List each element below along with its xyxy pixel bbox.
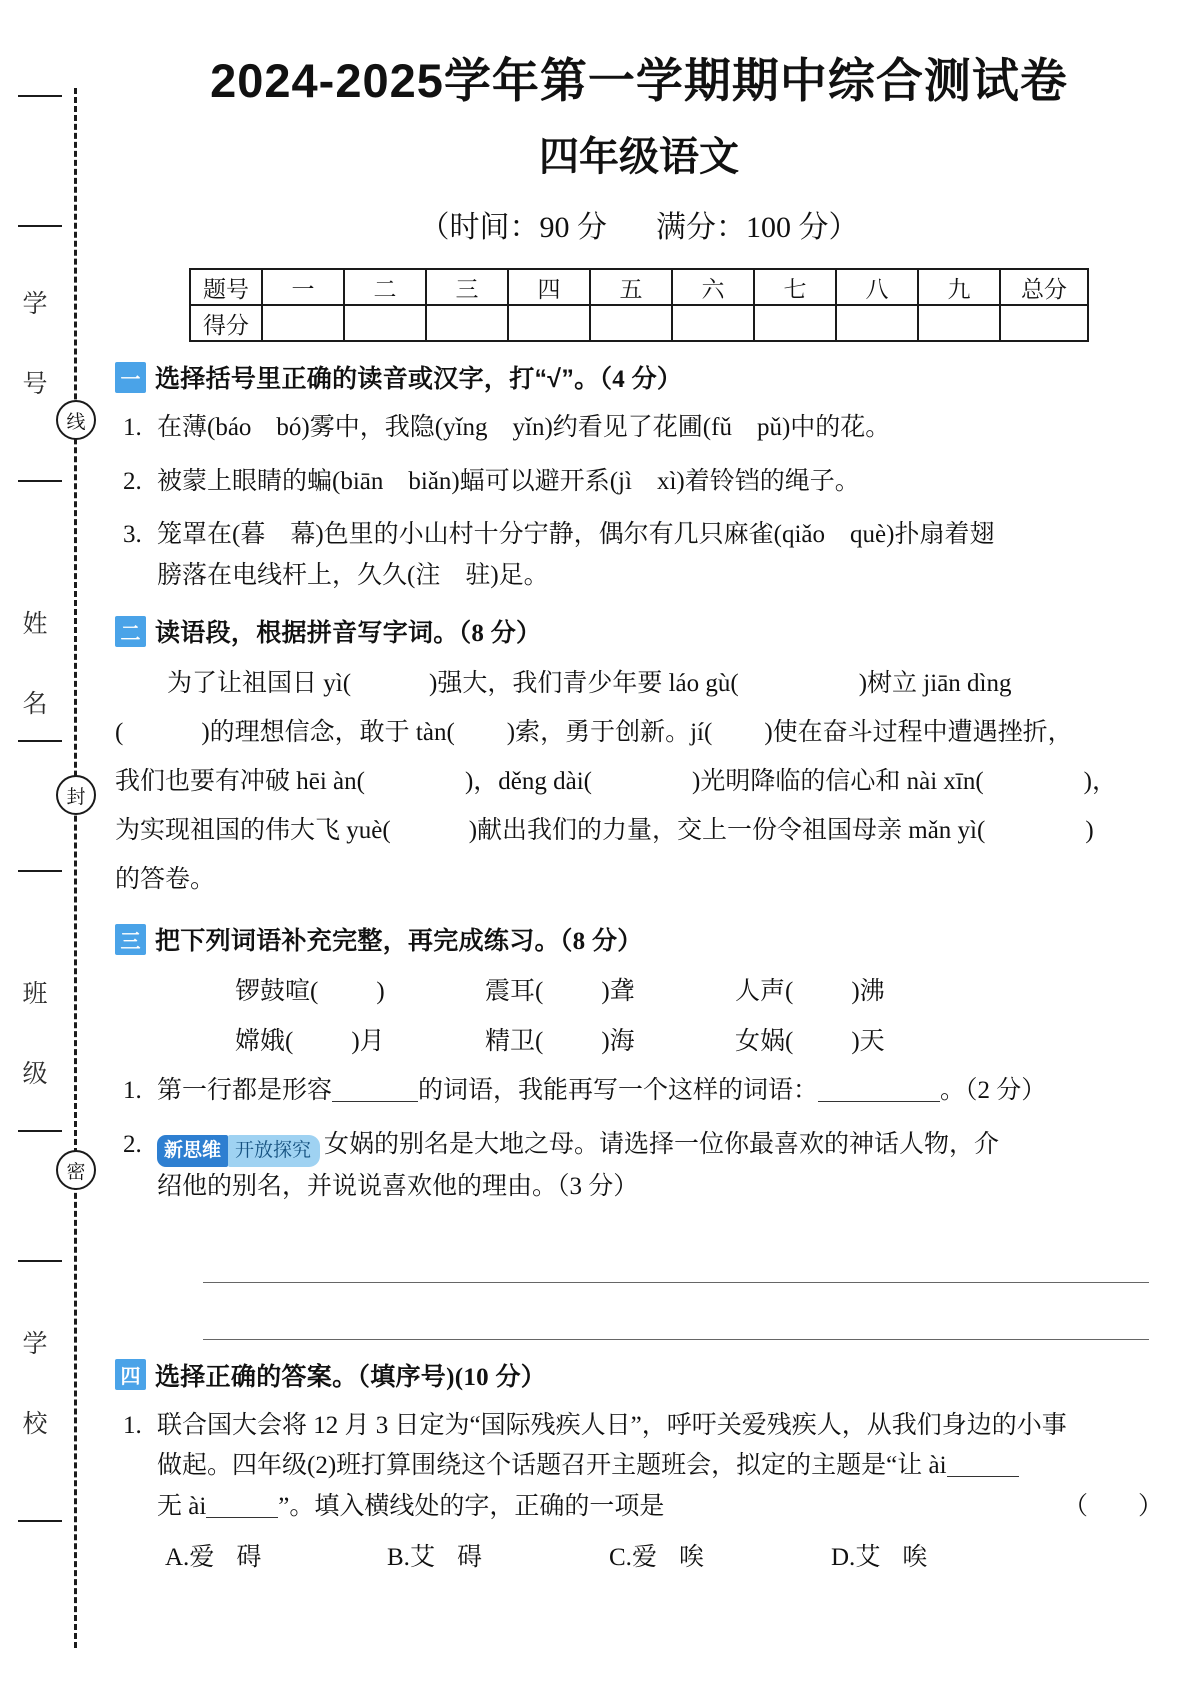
text-run: )，	[1083, 768, 1117, 795]
score-cell[interactable]	[754, 305, 836, 341]
score-col-9: 九	[918, 269, 1000, 305]
section-3-title-text: 把下列词语补充完整，再完成练习。	[155, 927, 560, 955]
q-number: 3.	[123, 521, 142, 548]
exam-total-score: 满分：100 分）	[656, 211, 859, 244]
answer-write-line[interactable]	[203, 1226, 1149, 1283]
option-char-2: 唉	[902, 1544, 928, 1572]
margin-label-class: 班 级	[19, 980, 46, 1099]
margin-tick	[18, 480, 62, 482]
q-text-part: 无 ài	[157, 1492, 207, 1520]
idiom-suffix: )聋	[601, 978, 635, 1005]
score-col-3: 三	[426, 269, 508, 305]
score-cell[interactable]	[590, 305, 672, 341]
score-col-1: 一	[262, 269, 344, 305]
option-char-1: 爱	[631, 1544, 657, 1572]
score-col-8: 八	[836, 269, 918, 305]
score-cell[interactable]	[672, 305, 754, 341]
subject-title: 四年级语文	[539, 135, 739, 179]
margin-tick	[18, 1130, 62, 1132]
option-a[interactable]	[165, 1537, 387, 1573]
text-run: )使在奋斗过程中遭遇挫折，	[764, 719, 1073, 746]
tag-open-inquiry-label: 开放探究	[228, 1135, 320, 1168]
q-text-part: 做起。四年级(2)班打算围绕这个话题召开主题班会，拟定的主题是“让 ài	[157, 1452, 947, 1480]
option-c[interactable]	[609, 1537, 831, 1573]
margin-tick	[18, 870, 62, 872]
q-text-line-2: 绍他的别名，并说说喜欢他的理由。（3 分）	[157, 1173, 639, 1201]
binding-dashed-line	[74, 88, 77, 1648]
q-number: 2.	[123, 467, 142, 495]
free-response-area	[115, 1226, 1163, 1340]
section-2-badge: 二	[115, 616, 146, 647]
exam-time: （时间：90 分	[419, 211, 607, 244]
section-1-heading	[115, 359, 1163, 395]
score-table	[189, 268, 1089, 342]
idiom-fill-grid	[115, 971, 1163, 1057]
q-text-line-3	[157, 1487, 1163, 1528]
idiom-prefix: 嫦娥(	[235, 1028, 294, 1055]
section-2-title-text: 读语段，根据拼音写字词。	[155, 619, 459, 647]
section-1-points: （4 分）	[599, 366, 683, 393]
text-run: 的答卷。	[115, 866, 216, 893]
text-run: )	[1085, 817, 1094, 844]
section-1-title	[155, 359, 682, 395]
paragraph-line-4	[115, 806, 1163, 855]
score-table-value-row	[190, 305, 1088, 341]
option-b[interactable]	[387, 1537, 609, 1573]
text-run: )索，勇于创新。jí(	[506, 719, 713, 746]
text-run: (	[115, 719, 124, 746]
margin-tick	[18, 1260, 62, 1262]
text-run: )树立 jiān dìng	[858, 670, 1012, 697]
section-3-title	[155, 921, 643, 957]
option-char-1: 艾	[855, 1544, 881, 1572]
option-char-2: 碍	[456, 1544, 482, 1572]
q-text-part-3: 。（2 分）	[940, 1077, 1047, 1104]
paragraph-line-2	[115, 708, 1163, 757]
section-2-points: （8 分）	[458, 620, 542, 647]
q-text-main: 女娲的别名是大地之母。请选择一位你最喜欢的神话人物，介	[324, 1130, 1000, 1158]
q-text-line-2	[157, 1446, 1163, 1487]
section-4-question-1	[115, 1406, 1163, 1528]
idiom-cell[interactable]	[235, 971, 485, 1007]
idiom-prefix: 精卫(	[485, 1028, 544, 1055]
idiom-prefix: 人声(	[735, 978, 794, 1005]
section-1-question-1	[115, 408, 1163, 449]
q-text-line-2: 膀落在电线杆上，久久(注 驻)足。	[157, 561, 549, 589]
score-cell[interactable]	[262, 305, 344, 341]
section-1-question-3	[115, 515, 1163, 596]
section-3	[115, 921, 1163, 1340]
section-1-badge: 一	[115, 362, 146, 393]
section-2-title	[155, 613, 541, 649]
binding-margin	[0, 0, 105, 1684]
text-run: )献出我们的力量，交上一份令祖国母亲 mǎn yì(	[468, 817, 986, 844]
score-col-total: 总分	[1000, 269, 1088, 305]
idiom-cell[interactable]	[485, 971, 735, 1007]
section-3-question-2	[115, 1125, 1163, 1208]
score-cell[interactable]	[508, 305, 590, 341]
idiom-suffix: )天	[851, 1028, 885, 1055]
section-4-options	[115, 1537, 1163, 1573]
option-char-2: 唉	[678, 1544, 704, 1572]
text-run: )，děng dài(	[464, 768, 593, 795]
section-4-title	[155, 1357, 546, 1393]
margin-label-name: 姓 名	[19, 610, 46, 729]
idiom-cell[interactable]	[735, 1021, 985, 1057]
section-1-question-2	[115, 462, 1163, 503]
margin-label-school: 学 校	[19, 1330, 46, 1449]
q-text-line-1: 笼罩在(暮 幕)色里的小山村十分宁静，偶尔有几只麻雀(qiǎo què)扑扇着翅	[157, 521, 995, 548]
idiom-prefix: 女娲(	[735, 1028, 794, 1055]
score-col-2: 二	[344, 269, 426, 305]
q-text-part-2: 的词语，我能再写一个这样的词语：	[418, 1077, 819, 1104]
idiom-cell[interactable]	[485, 1021, 735, 1057]
q-number: 1.	[123, 1077, 142, 1104]
idiom-cell[interactable]	[735, 971, 985, 1007]
score-table-header-row	[190, 269, 1088, 305]
answer-blank[interactable]	[206, 1493, 278, 1518]
idiom-suffix: )海	[601, 1028, 635, 1055]
q-text-part: ”。填入横线处的字，正确的一项是	[278, 1492, 665, 1520]
paragraph-line-5	[115, 855, 1163, 904]
q-number: 1.	[123, 1411, 142, 1439]
idiom-suffix: )月	[351, 1028, 385, 1055]
section-2-paragraph	[115, 659, 1163, 904]
idiom-suffix: )	[376, 978, 385, 1005]
score-table-label-question-no: 题号	[190, 269, 262, 305]
margin-tick	[18, 95, 62, 97]
text-run: 为实现祖国的伟大飞 yuè(	[115, 817, 391, 844]
q-text-part-1: 第一行都是形容	[157, 1077, 333, 1104]
option-label: D.	[831, 1544, 856, 1572]
score-cell[interactable]	[836, 305, 918, 341]
paragraph-line-1	[115, 659, 1163, 708]
answer-paren[interactable]: （ ）	[1062, 1492, 1163, 1520]
pinyin-blank-riyi: 为了让祖国日 yì(	[167, 670, 352, 697]
seal-char-mi: 密	[56, 1150, 96, 1190]
q-text: 在薄(báo bó)雾中，我隐(yǐng yǐn)约看见了花圃(fǔ pǔ)中的花。	[157, 414, 891, 441]
q-text	[157, 1071, 1163, 1112]
tag-new-thinking-label: 新思维	[157, 1135, 228, 1168]
margin-tick	[18, 1520, 62, 1522]
section-4-points: （填序号)(10 分）	[357, 1363, 547, 1391]
option-label: A.	[165, 1544, 190, 1572]
section-4-title-text: 选择正确的答案。	[155, 1362, 358, 1391]
section-2	[115, 613, 1163, 904]
option-label: C.	[609, 1544, 632, 1572]
idiom-prefix: 锣鼓喧(	[235, 978, 319, 1005]
paragraph-line-3	[115, 757, 1163, 806]
q-text: 被蒙上眼睛的蝙(biān biǎn)蝠可以避开系(jì xì)着铃铛的绳子。	[157, 467, 860, 495]
answer-blank[interactable]	[332, 1077, 418, 1102]
option-char-2: 碍	[236, 1544, 262, 1572]
q-body-wrap	[157, 1406, 1163, 1528]
idiom-cell[interactable]	[235, 1021, 485, 1057]
answer-write-line[interactable]	[203, 1283, 1149, 1340]
section-3-heading	[115, 921, 1163, 957]
score-col-5: 五	[590, 269, 672, 305]
text-run: )强大，我们青少年要 láo gù(	[429, 670, 739, 697]
section-1-title-text: 选择括号里正确的读音或汉字，打“√”。	[155, 365, 600, 393]
section-3-question-1	[115, 1071, 1163, 1112]
text-run: 我们也要有冲破 hēi àn(	[115, 768, 365, 795]
idiom-row	[235, 971, 1163, 1007]
score-cell[interactable]	[918, 305, 1000, 341]
q-number: 2.	[123, 1130, 142, 1158]
score-cell[interactable]	[344, 305, 426, 341]
option-char-1: 爱	[189, 1544, 215, 1572]
margin-tick	[18, 740, 62, 742]
page-title: 2024-2025学年第一学期期中综合测试卷	[210, 54, 1068, 107]
section-4-heading	[115, 1357, 1163, 1393]
idiom-suffix: )沸	[851, 978, 885, 1005]
answer-blank[interactable]	[947, 1452, 1019, 1477]
q-text-line-1	[157, 1125, 1163, 1168]
section-4	[115, 1357, 1163, 1574]
exam-info	[115, 202, 1163, 246]
section-2-heading	[115, 613, 1163, 649]
q-body-wrap	[157, 515, 1163, 596]
score-cell-total[interactable]	[1000, 305, 1088, 341]
score-col-4: 四	[508, 269, 590, 305]
idiom-row	[235, 1021, 1163, 1057]
idiom-prefix: 震耳(	[485, 978, 544, 1005]
seal-char-feng: 封	[56, 775, 96, 815]
score-cell[interactable]	[426, 305, 508, 341]
q-body-wrap	[157, 1125, 1163, 1208]
option-char-1: 艾	[409, 1544, 435, 1572]
q-text-line-1: 联合国大会将 12 月 3 日定为“国际残疾人日”，呼吁关爱残疾人，从我们身边的小事	[157, 1411, 1067, 1439]
seal-char-xian: 线	[56, 400, 96, 440]
section-1	[115, 359, 1163, 596]
section-3-badge: 三	[115, 924, 146, 955]
score-col-6: 六	[672, 269, 754, 305]
margin-tick	[18, 225, 62, 227]
score-table-label-score: 得分	[190, 305, 262, 341]
q-number: 1.	[123, 414, 142, 441]
margin-label-student-id: 学 号	[19, 290, 46, 409]
option-d[interactable]	[831, 1537, 1053, 1573]
new-thinking-tag	[157, 1135, 320, 1168]
option-label: B.	[387, 1544, 410, 1572]
text-run: )的理想信念，敢于 tàn(	[201, 719, 455, 746]
section-4-badge: 四	[115, 1359, 146, 1390]
section-3-points: （8 分）	[559, 928, 643, 955]
text-run: )光明降临的信心和 nài xīn(	[692, 768, 984, 795]
paper-body	[105, 0, 1191, 1684]
score-col-7: 七	[754, 269, 836, 305]
answer-blank[interactable]	[818, 1077, 940, 1102]
